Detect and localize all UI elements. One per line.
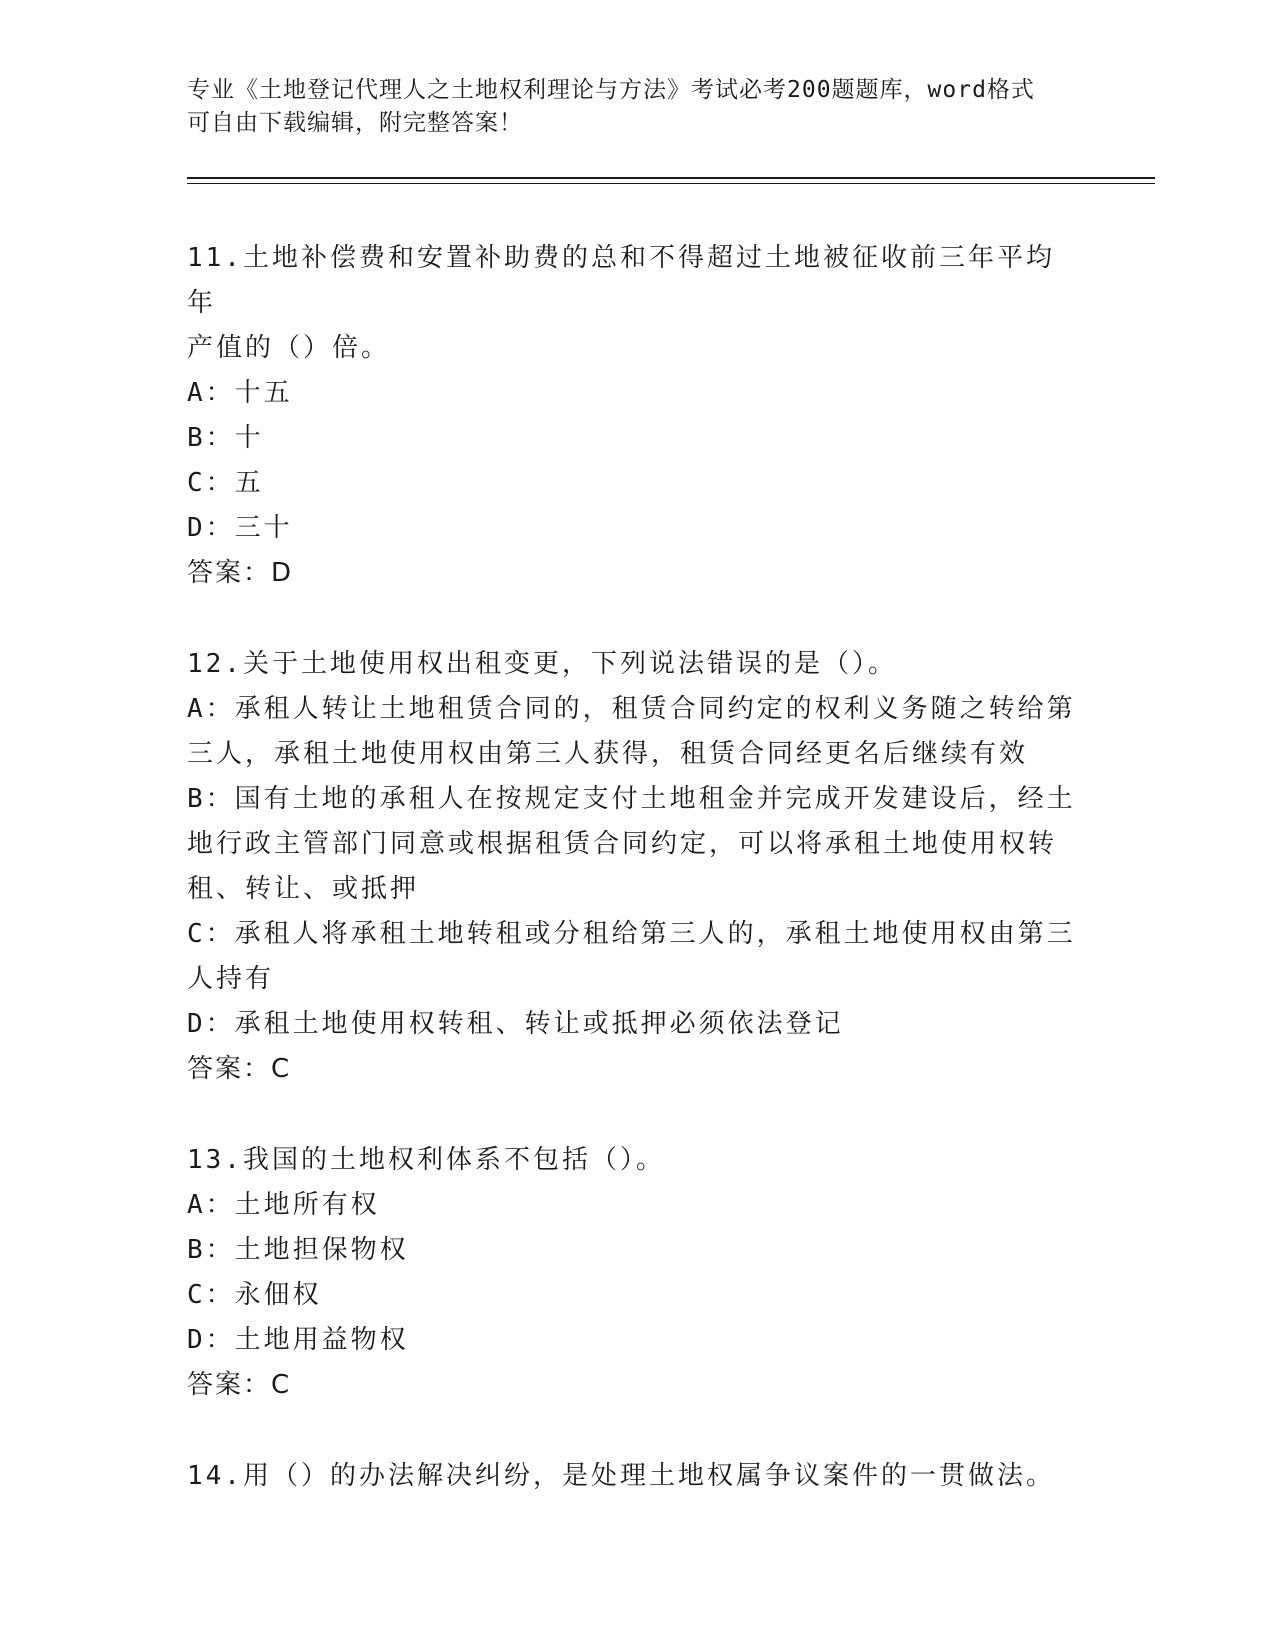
question-14 xyxy=(187,1454,1077,1499)
document-header xyxy=(187,74,1067,140)
option-c: 人持有 xyxy=(187,964,275,994)
option-b: B：土地担保物权 xyxy=(187,1235,409,1265)
option-c: C：五 xyxy=(187,468,264,498)
option-a: A：承租人转让土地租赁合同的，租赁合同约定的权利义务随之转给第 xyxy=(187,694,1076,724)
answer: 答案：C xyxy=(187,1370,292,1400)
answer: 答案：D xyxy=(187,558,294,588)
header-divider-thin xyxy=(187,183,1155,184)
question-stem: 14.用（）的办法解决纠纷，是处理土地权属争议案件的一贯做法。 xyxy=(187,1461,1055,1491)
option-b: 地行政主管部门同意或根据租赁合同约定，可以将承租土地使用权转 xyxy=(187,829,1058,859)
option-c: C：永佃权 xyxy=(187,1280,322,1310)
question-12 xyxy=(187,642,1077,1092)
option-b: B：国有土地的承租人在按规定支付土地租金并完成开发建设后，经土 xyxy=(187,784,1076,814)
option-d: D：三十 xyxy=(187,513,293,543)
header-line-1: 专业《土地登记代理人之土地权利理论与方法》考试必考200题题库，word格式 xyxy=(187,77,1035,103)
option-c: C：承租人将承租土地转租或分租给第三人的，承租土地使用权由第三 xyxy=(187,919,1076,949)
option-b: B：十 xyxy=(187,423,264,453)
question-stem: 产值的（）倍。 xyxy=(187,333,391,363)
question-stem: 13.我国的土地权利体系不包括（）。 xyxy=(187,1145,665,1175)
header-divider-thick xyxy=(187,177,1155,179)
option-a: A：十五 xyxy=(187,378,293,408)
option-a: 三人，承租土地使用权由第三人获得，租赁合同经更名后继续有效 xyxy=(187,739,1029,769)
option-d: D：承租土地使用权转租、转让或抵押必须依法登记 xyxy=(187,1009,844,1039)
answer: 答案：C xyxy=(187,1054,292,1084)
option-d: D：土地用益物权 xyxy=(187,1325,409,1355)
option-b: 租、转让、或抵押 xyxy=(187,874,420,904)
option-a: A：土地所有权 xyxy=(187,1190,380,1220)
question-13 xyxy=(187,1138,1077,1408)
header-line-2: 可自由下载编辑，附完整答案！ xyxy=(187,110,523,136)
question-stem: 11.土地补偿费和安置补助费的总和不得超过土地被征收前三年平均年 xyxy=(187,243,1055,318)
question-stem: 12.关于土地使用权出租变更，下列说法错误的是（）。 xyxy=(187,649,897,679)
question-11 xyxy=(187,236,1077,596)
question-list xyxy=(187,236,1077,1545)
